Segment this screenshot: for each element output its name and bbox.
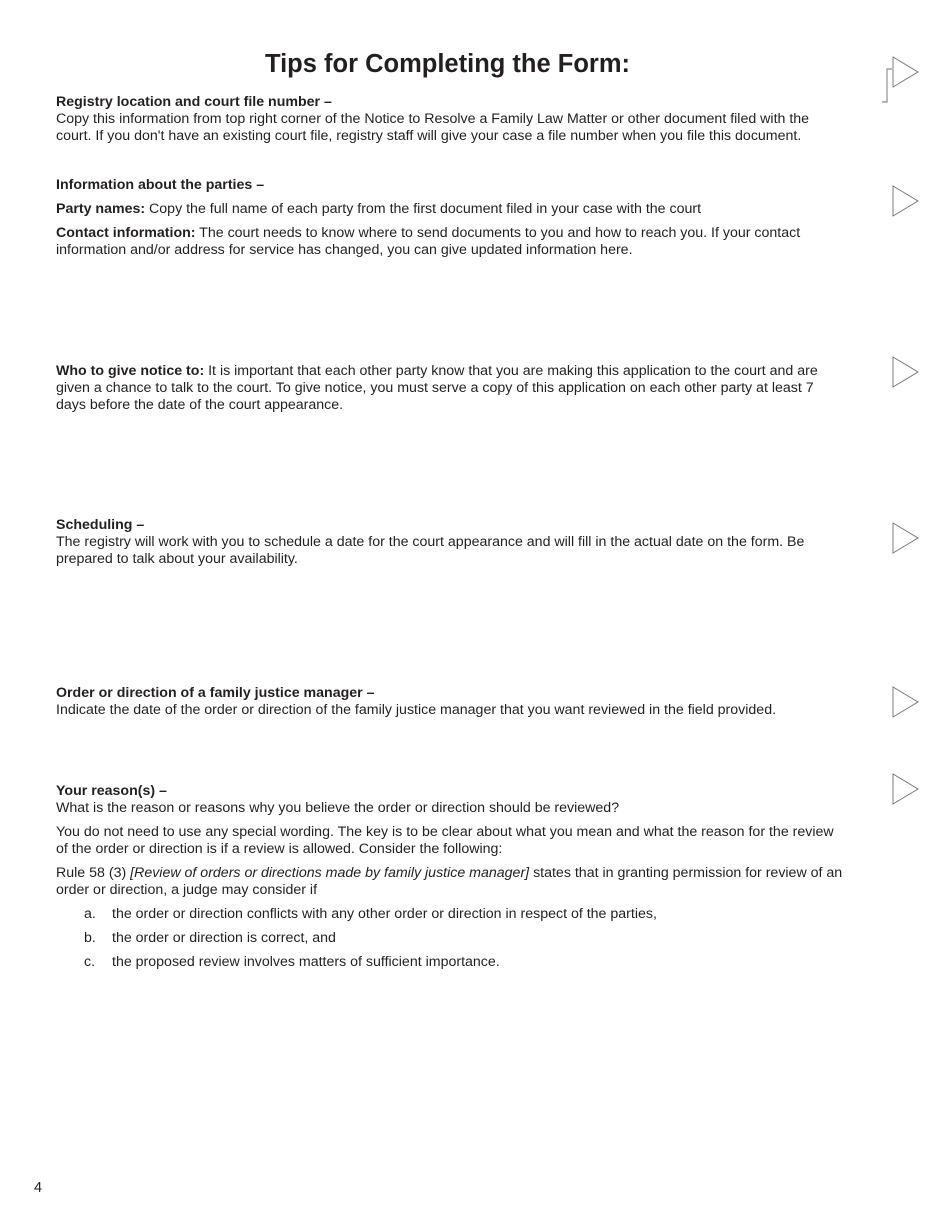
play-triangle-outline-icon <box>892 522 920 554</box>
notice-text: It is important that each other party know that you are making this application to the court and are given a chance to talk to the court. To give notice, you must serve a copy of this application on each other party at least 7 days before the date of the court appearance. <box>56 363 818 413</box>
play-triangle-outline-icon <box>892 185 920 217</box>
parties-heading: Information about the parties – <box>56 177 265 193</box>
list-item-text: the order or direction conflicts with any other order or direction in respect of the parties, <box>112 906 657 922</box>
registry-bracket-line <box>881 68 893 104</box>
scheduling-section <box>56 517 846 568</box>
contact-info-text: The court needs to know where to send documents to you and how to reach you. If your contact information and/or address for service has changed, you can give updated information here. <box>56 225 801 258</box>
list-item <box>56 930 846 947</box>
list-item <box>56 906 846 923</box>
list-marker: c. <box>84 954 96 970</box>
list-item-text: the order or direction is correct, and <box>112 930 336 946</box>
party-names-text: Copy the full name of each party from the first document filed in your case with the court <box>145 201 702 217</box>
order-section <box>56 685 846 719</box>
party-names-label: Party names: <box>56 201 146 217</box>
page-title: Tips for Completing the Form: <box>264 50 631 78</box>
reasons-guidance: You do not need to use any special wording. The key is to be clear about what you mean and what the reason for the review of the order or direction is if a review is allowed. Consider the following: <box>56 824 834 857</box>
reasons-question: What is the reason or reasons why you believe the order or direction should be reviewed? <box>56 800 620 816</box>
page-number: 4 <box>34 1180 43 1196</box>
order-text: Indicate the date of the order or direction of the family justice manager that you want reviewed in the field provided. <box>56 702 777 718</box>
parties-section <box>56 177 846 259</box>
scheduling-text: The registry will work with you to schedule a date for the court appearance and will fill in the actual date on the form. Be prepared to talk about your availability. <box>56 534 805 567</box>
order-heading: Order or direction of a family justice manager – <box>56 685 375 701</box>
rule-prefix: Rule 58 (3) <box>56 865 131 881</box>
list-item-text: the proposed review involves matters of sufficient importance. <box>112 954 500 970</box>
rule-suffix: states that in granting permission for review of an order or direction, a judge may consider if <box>56 865 843 898</box>
rule-title: [Review of orders or directions made by family justice manager] <box>130 865 530 881</box>
play-triangle-outline-icon <box>892 56 920 88</box>
party-names-paragraph <box>56 201 846 218</box>
play-triangle-outline-icon <box>892 686 920 718</box>
play-triangle-outline-icon <box>892 773 920 805</box>
reasons-heading: Your reason(s) – <box>56 783 167 799</box>
registry-section <box>56 94 846 145</box>
scheduling-heading: Scheduling – <box>56 517 145 533</box>
notice-label: Who to give notice to: <box>56 363 205 379</box>
list-marker: b. <box>84 930 96 946</box>
contact-info-label: Contact information: <box>56 225 196 241</box>
list-item <box>56 954 846 971</box>
notice-section <box>56 363 846 414</box>
list-marker: a. <box>84 906 96 922</box>
registry-heading: Registry location and court file number – <box>56 94 332 110</box>
rule-paragraph <box>56 865 846 899</box>
contact-info-paragraph <box>56 225 846 259</box>
registry-text: Copy this information from top right corner of the Notice to Resolve a Family Law Matter or other document filed with the court. If you don't have an existing court file, registry staff will give your case a file number when you file this document. <box>56 111 810 144</box>
play-triangle-outline-icon <box>892 356 920 388</box>
reasons-section <box>56 783 846 971</box>
notice-paragraph <box>56 363 846 414</box>
